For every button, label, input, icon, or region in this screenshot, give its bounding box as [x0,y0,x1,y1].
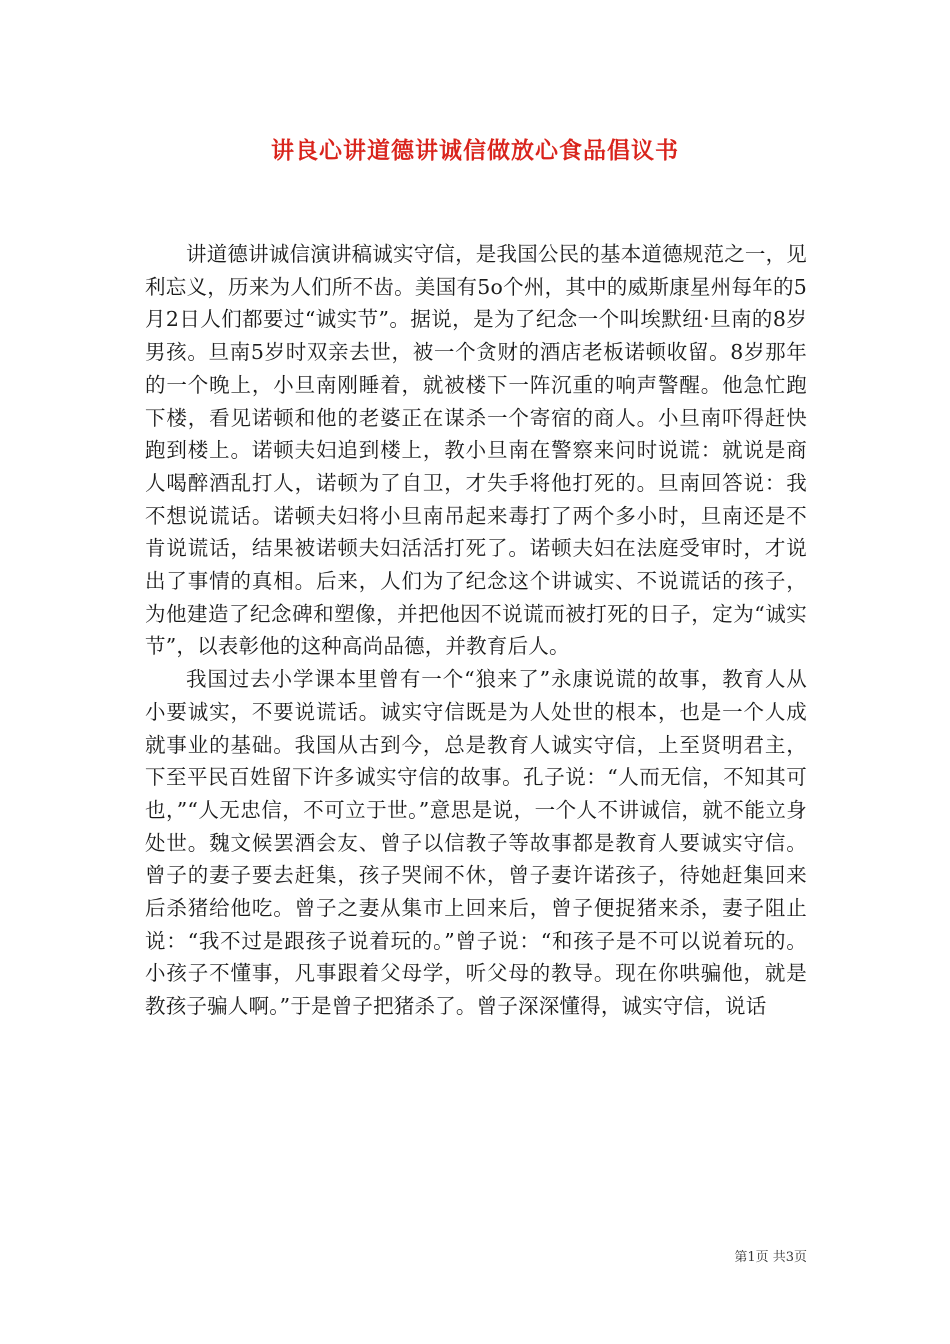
page-number-footer: 第1页 共3页 [734,1250,807,1265]
paragraph-1: 讲道德讲诚信演讲稿诚实守信，是我国公民的基本道德规范之一，见利忘义，历来为人们所不齿。美国有5o个州，其中的威斯康星州每年的5月2日人们都要过“诚实节”。据说，是为了纪念一个叫埃默纽·旦南的8岁男孩。旦南5岁时双亲去世，被一个贪财的酒店老板诺顿收留。8岁那年的一个晚上，小旦南刚睡着，就被楼下一阵沉重的响声警醒。他急忙跑下楼，看见诺顿和他的老婆正在谋杀一个寄宿的商人。小旦南吓得赶快跑到楼上。诺顿夫妇追到楼上，教小旦南在警察来问时说谎：就说是商人喝醉酒乱打人，诺顿为了自卫，才失手将他打死的。旦南回答说：我不想说谎话。诺顿夫妇将小旦南吊起来毒打了两个多小时，旦南还是不肯说谎话，结果被诺顿夫妇活活打死了。诺顿夫妇在法庭受审时，才说出了事情的真相。后来，人们为了纪念这个讲诚实、不说谎话的孩子，为他建造了纪念碑和塑像，并把他因不说谎而被打死的日子，定为“诚实节”，以表彰他的这种高尚品德，并教育后人。 [145,242,807,659]
document-title: 讲良心讲道德讲诚信做放心食品倡议书 [271,138,679,164]
paragraph-2: 我国过去小学课本里曾有一个“狼来了”永康说谎的故事，教育人从小要诚实，不要说谎话。诚实守信既是为人处世的根本，也是一个人成就事业的基础。我国从古到今，总是教育人诚实守信，上至贤明君主，下至平民百姓留下许多诚实守信的故事。孔子说：“人而无信，不知其可也，”“人无忠信，不可立于世。”意思是说，一个人不讲诚信，就不能立身处世。魏文候罢酒会友、曾子以信教子等故事都是教育人要诚实守信。曾子的妻子要去赶集，孩子哭闹不休，曾子妻许诺孩子，待她赶集回来后杀猪给他吃。曾子之妻从集市上回来后，曾子便捉猪来杀，妻子阻止说：“我不过是跟孩子说着玩的。”曾子说：“和孩子是不可以说着玩的。小孩子不懂事，凡事跟着父母学，听父母的教导。现在你哄骗他，就是教孩子骗人啊。”于是曾子把猪杀了。曾子深深懂得，诚实守信，说话 [145,667,807,1019]
document-body [145,238,807,1023]
